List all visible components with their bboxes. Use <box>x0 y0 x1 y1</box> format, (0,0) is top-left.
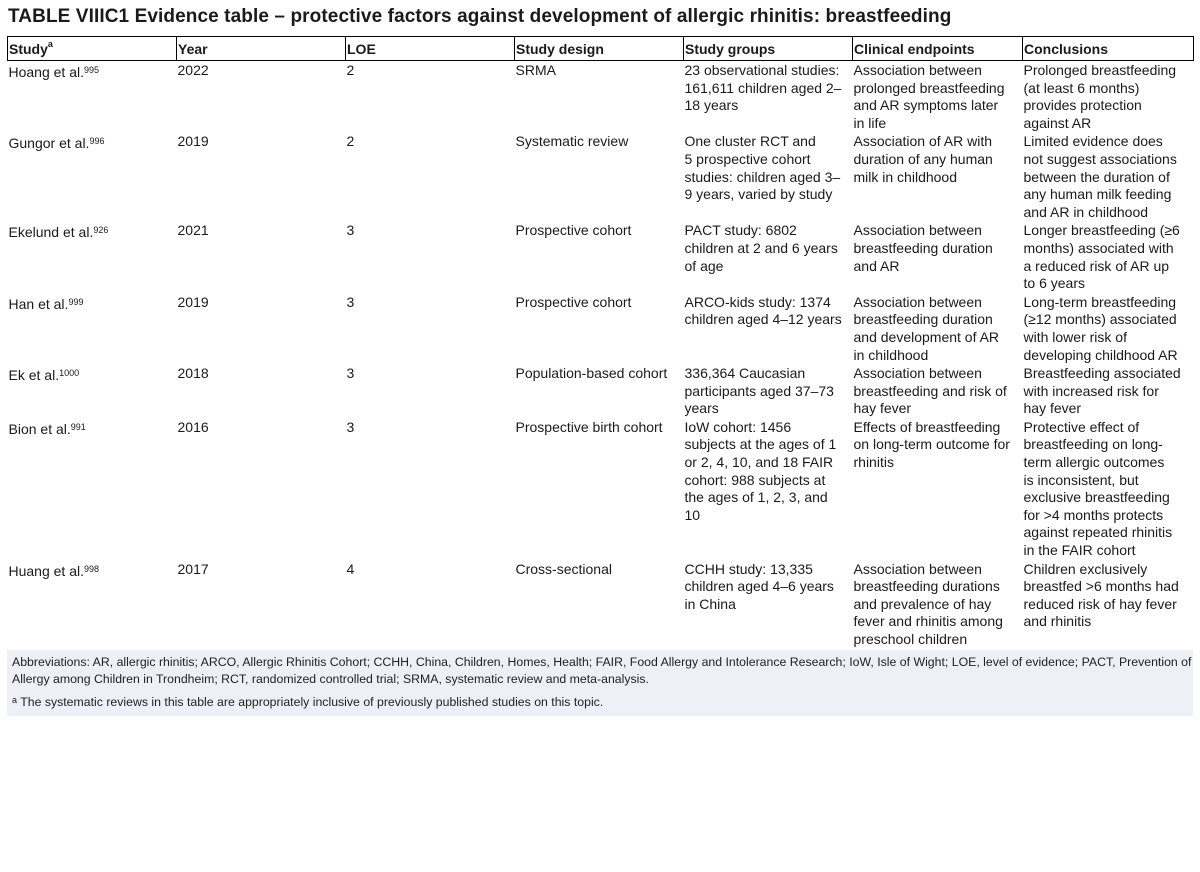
conclusions-cell: Protective effect of breastfeeding on long- term allergic outcomes is inconsistent, but exclusive breastfeeding for >4 months protects against repeated rhinitis in the FAIR cohort <box>1023 418 1173 559</box>
year-cell: 2018 <box>177 365 209 382</box>
clinical-endpoints-cell: Association between breastfeeding duration and development of AR in childhood <box>853 293 1000 363</box>
systematic-review-note: $^a$ The systematic reviews in this table are appropriately inclusive of previously published studies on this topic. <box>12 695 604 709</box>
clinical-endpoints-cell: Association between breastfeeding duration and AR <box>853 222 993 274</box>
loe-cell: 3 <box>346 365 355 382</box>
study-design-cell: Population-based cohort <box>515 365 668 382</box>
loe-cell: 2 <box>346 62 355 78</box>
year-cell: 2016 <box>177 418 209 435</box>
study-design-cell: Prospective birth cohort <box>515 418 663 435</box>
column-header-study-groups: Study groups <box>684 37 853 61</box>
study-cell: Han et al.$^{999}$ <box>8 295 84 312</box>
year-cell: 2021 <box>177 222 209 239</box>
column-header-study-design: Study design <box>515 37 684 61</box>
study-design-cell: Prospective cohort <box>515 222 632 239</box>
study-groups-cell: CCHH study: 13,335 children aged 4–6 years in China <box>684 560 834 612</box>
table-footnotes <box>7 650 1193 716</box>
study-cell: Hoang et al.$^{995}$ <box>8 64 100 80</box>
conclusions-cell: Breastfeeding associated with increased risk for hay fever <box>1023 365 1181 417</box>
year-cell: 2022 <box>177 62 209 78</box>
loe-cell: 2 <box>346 133 355 150</box>
clinical-endpoints-cell: Association between breastfeeding and risk of hay fever <box>853 365 1007 417</box>
conclusions-cell: Prolonged breastfeeding (at least 6 months) provides protection against AR <box>1023 62 1177 131</box>
study-cell: Ekelund et al.$^{926}$ <box>8 224 109 241</box>
table-row <box>8 221 1194 292</box>
column-header-year: Year <box>177 37 346 61</box>
conclusions-cell: Limited evidence does not suggest associations between the duration of any human milk feeding and AR in childhood <box>1023 133 1177 220</box>
column-header-study: Study$^a$ <box>8 37 177 61</box>
year-cell: 2019 <box>177 133 209 150</box>
table-row <box>8 61 1194 133</box>
table-row <box>8 132 1194 221</box>
study-groups-cell: 23 observational studies: 161,611 children aged 2– 18 years <box>684 62 842 114</box>
table-row <box>8 560 1194 649</box>
table-row <box>8 418 1194 560</box>
conclusions-cell: Longer breastfeeding (≥6 months) associated with a reduced risk of AR up to 6 years <box>1023 222 1180 292</box>
loe-cell: 3 <box>346 293 355 310</box>
study-cell: Ek et al.$^{1000}$ <box>8 367 80 384</box>
study-groups-cell: One cluster RCT and 5 prospective cohort studies: children aged 3– 9 years, varied by study <box>684 133 841 203</box>
study-design-cell: Systematic review <box>515 133 629 150</box>
abbreviations-note: Abbreviations: AR, allergic rhinitis; ARCO, Allergic Rhinitis Cohort; CCHH, China, Children, Homes, Health; FAIR, Food Allergy and Intolerance Research; IoW, Isle of Wight; LOE, level of evidence; PACT, Prevention of Allergy among Children in Trondheim; RCT, randomized controlled trial; SRMA, systematic review and meta-analysis. <box>12 655 1192 686</box>
clinical-endpoints-cell: Association between breastfeeding durations and prevalence of hay fever and rhinitis among preschool children <box>853 560 1003 647</box>
study-groups-cell: IoW cohort: 1456 subjects at the ages of 1 or 2, 4, 10, and 18 FAIR cohort: 988 subjects at the ages of 1, 2, 3, and 10 <box>684 418 837 523</box>
column-header-loe: LOE <box>346 37 515 61</box>
loe-cell: 3 <box>346 222 355 239</box>
study-design-cell: SRMA <box>515 62 556 78</box>
study-cell: Bion et al.$^{991}$ <box>8 420 86 437</box>
header-row <box>8 37 1194 61</box>
study-groups-cell: ARCO-kids study: 1374 children aged 4–12 years <box>684 293 842 328</box>
table-body <box>8 61 1194 649</box>
study-groups-cell: PACT study: 6802 children at 2 and 6 years of age <box>684 222 838 274</box>
study-cell: Huang et al.$^{998}$ <box>8 562 100 579</box>
conclusions-cell: Children exclusively breastfed >6 months had reduced risk of hay fever and rhinitis <box>1023 560 1179 630</box>
study-groups-cell: 336,364 Caucasian participants aged 37–73 years <box>684 365 834 417</box>
clinical-endpoints-cell: Association of AR with duration of any human milk in childhood <box>853 133 993 185</box>
study-cell: Gungor et al.$^{996}$ <box>8 135 105 152</box>
table-row <box>8 293 1194 364</box>
table-row <box>8 364 1194 418</box>
column-header-conclusions: Conclusions <box>1023 37 1194 61</box>
table-title: TABLE VIIIC1 Evidence table – protective factors against development of allergic rhinitis: breastfeeding <box>8 6 952 27</box>
study-design-cell: Cross-sectional <box>515 560 612 577</box>
column-header-clinical-endpoints: Clinical endpoints <box>853 37 1023 61</box>
clinical-endpoints-cell: Effects of breastfeeding on long-term outcome for rhinitis <box>853 418 1010 471</box>
year-cell: 2019 <box>177 293 209 310</box>
year-cell: 2017 <box>177 560 209 577</box>
conclusions-cell: Long-term breastfeeding (≥12 months) associated with lower risk of developing childhood AR <box>1023 293 1178 363</box>
loe-cell: 3 <box>346 418 355 435</box>
loe-cell: 4 <box>346 560 355 577</box>
evidence-table <box>7 36 1194 649</box>
study-design-cell: Prospective cohort <box>515 293 632 310</box>
clinical-endpoints-cell: Association between prolonged breastfeeding and AR symptoms later in life <box>853 62 1005 131</box>
